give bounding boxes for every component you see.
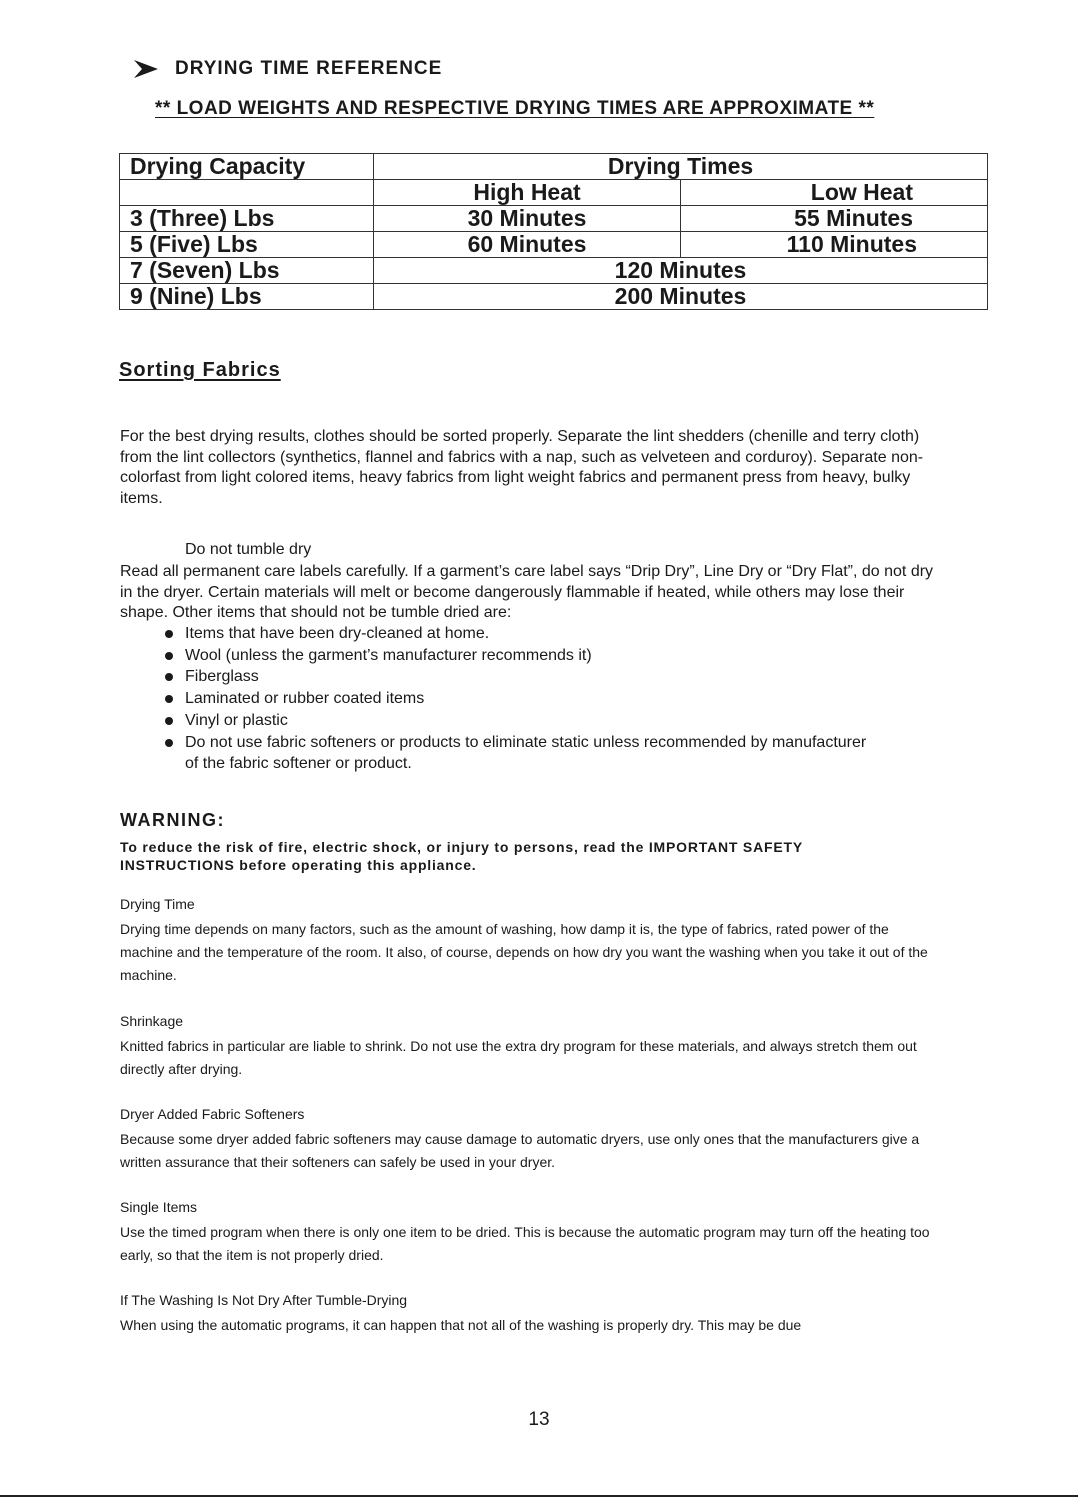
not-dry-text: When using the automatic programs, it can happen that not all of the washing is properly dry. This may be due xyxy=(120,1317,802,1333)
header-drying-capacity: Drying Capacity xyxy=(120,154,374,180)
fabric-softeners-title: Dryer Added Fabric Softeners xyxy=(120,1106,305,1122)
table-row xyxy=(120,206,988,232)
fabric-softeners-text: Because some dryer added fabric softeners may cause damage to automatic dryers, use only ones that the manufacturers give a written assurance that their softeners can safely be used in your dryer. xyxy=(120,1131,920,1170)
capacity-cell: 5 (Five) Lbs xyxy=(120,232,374,258)
care-label-paragraph: Read all permanent care labels carefully. If a garment’s care label says “Drip Dry”, Line Dry or “Dry Flat”, do not dry in the dryer. Certain materials will melt or become dangerously flammable if heated, while others may lose their shape. Other items that should not be tumble dried are: xyxy=(120,563,934,621)
sorting-paragraph: For the best drying results, clothes should be sorted properly. Separate the lint shedders (chenille and terry cloth) from the lint collectors (synthetics, flannel and fabrics with a nap, such as velveteen and corduroy). Separate non-colorfast from light colored items, heavy fabrics from light weight fabrics and permanent press from heavy, bulky items. xyxy=(120,428,924,507)
table-row xyxy=(120,258,988,284)
high-heat-cell: 60 Minutes xyxy=(374,232,681,258)
bullet-dot-icon xyxy=(165,673,173,681)
sorting-fabrics-title: Sorting Fabrics xyxy=(119,359,281,381)
low-heat-cell: 110 Minutes xyxy=(681,232,988,258)
header-drying-times: Drying Times xyxy=(374,154,988,180)
list-item: Fiberglass xyxy=(160,666,880,688)
not-dry-title: If The Washing Is Not Dry After Tumble-Drying xyxy=(120,1292,408,1308)
capacity-cell: 3 (Three) Lbs xyxy=(120,206,374,232)
bullet-dot-icon xyxy=(165,652,173,660)
warning-title: WARNING: xyxy=(120,810,225,830)
bullet-dot-icon xyxy=(165,739,173,747)
arrow-bullet-icon xyxy=(133,59,159,79)
not-tumble-dry-list xyxy=(160,623,880,775)
bottom-rule xyxy=(0,1495,1078,1497)
capacity-cell: 7 (Seven) Lbs xyxy=(120,258,374,284)
heading-title: DRYING TIME REFERENCE xyxy=(175,58,443,79)
drying-time-table xyxy=(119,153,988,310)
high-heat-cell: 30 Minutes xyxy=(374,206,681,232)
header-low-heat: Low Heat xyxy=(681,180,988,206)
list-item: Laminated or rubber coated items xyxy=(160,688,880,710)
table-row xyxy=(120,284,988,310)
do-not-tumble-label: Do not tumble dry xyxy=(185,541,312,558)
drying-time-cell: 200 Minutes xyxy=(374,284,988,310)
bullet-dot-icon xyxy=(165,630,173,638)
warning-text: To reduce the risk of fire, electric shock, or injury to persons, read the IMPORTANT SAFETY INSTRUCTIONS before operating this appliance. xyxy=(120,839,803,873)
section-heading xyxy=(133,56,442,82)
list-item: Do not use fabric softeners or products to eliminate static unless recommended by manufacturer of the fabric softener or product. xyxy=(160,732,880,775)
approximate-note: ** LOAD WEIGHTS AND RESPECTIVE DRYING TIMES ARE APPROXIMATE ** xyxy=(155,98,875,119)
list-item: Wool (unless the garment’s manufacturer recommends it) xyxy=(160,645,880,667)
list-item: Items that have been dry-cleaned at home. xyxy=(160,623,880,645)
shrinkage-title: Shrinkage xyxy=(120,1013,184,1029)
header-high-heat: High Heat xyxy=(374,180,681,206)
single-items-text: Use the timed program when there is only one item to be dried. This is because the automatic program may turn off the heating too early, so that the item is not properly dried. xyxy=(120,1224,930,1263)
list-item: Vinyl or plastic xyxy=(160,710,880,732)
bullet-dot-icon xyxy=(165,695,173,703)
capacity-cell: 9 (Nine) Lbs xyxy=(120,284,374,310)
drying-time-title: Drying Time xyxy=(120,896,195,912)
table-subheader-row xyxy=(120,180,988,206)
single-items-title: Single Items xyxy=(120,1199,198,1215)
table-row xyxy=(120,232,988,258)
empty-cell xyxy=(120,180,374,206)
table-header-row xyxy=(120,154,988,180)
bullet-dot-icon xyxy=(165,717,173,725)
drying-time-cell: 120 Minutes xyxy=(374,258,988,284)
shrinkage-text: Knitted fabrics in particular are liable to shrink. Do not use the extra dry program for these materials, and always stretch them out directly after drying. xyxy=(120,1038,917,1077)
drying-time-text: Drying time depends on many factors, such as the amount of washing, how damp it is, the type of fabrics, rated power of the machine and the temperature of the room. It also, of course, depends on how dry you want the washing when you take it out of the machine. xyxy=(120,921,928,983)
page-number: 13 xyxy=(528,1409,550,1430)
low-heat-cell: 55 Minutes xyxy=(681,206,988,232)
